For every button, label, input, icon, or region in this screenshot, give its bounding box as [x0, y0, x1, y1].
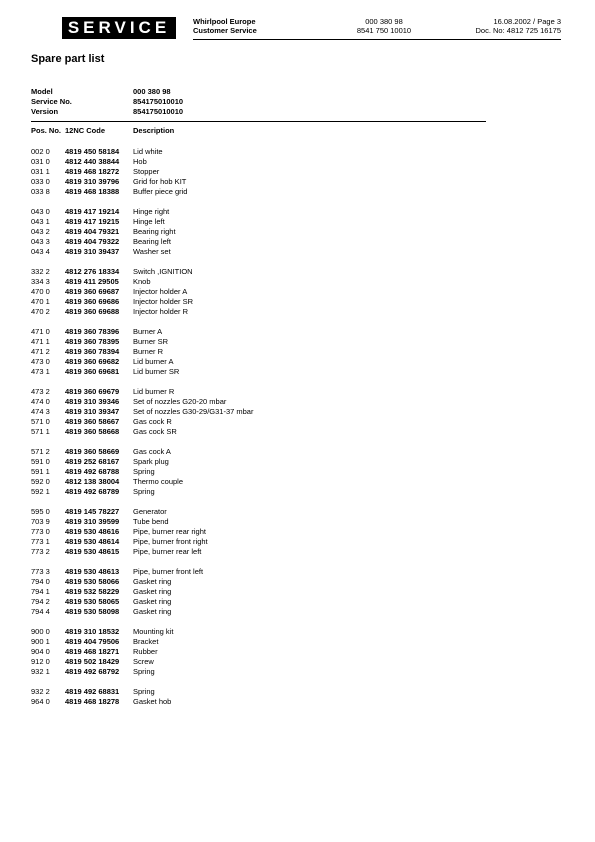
part-pos: 031 0	[31, 157, 50, 166]
table-row	[31, 507, 253, 517]
part-pos: 773 2	[31, 547, 50, 556]
part-code: 4819 492 68792	[65, 667, 120, 676]
part-description: Gasket ring	[133, 597, 172, 606]
table-row	[31, 297, 253, 307]
part-pos: 473 2	[31, 387, 50, 396]
part-description: Tube bend	[133, 517, 169, 526]
part-pos: 592 0	[31, 477, 50, 486]
part-pos: 033 0	[31, 177, 50, 186]
table-row	[31, 627, 253, 637]
part-pos: 470 0	[31, 287, 50, 296]
table-row	[31, 457, 253, 467]
table-top-rule	[31, 121, 486, 122]
part-pos: 900 1	[31, 637, 50, 646]
company-name: Whirlpool Europe	[193, 17, 256, 26]
part-description: Pipe, burner rear left	[133, 547, 202, 556]
part-code: 4819 417 19215	[65, 217, 120, 226]
part-description: Burner R	[133, 347, 164, 356]
part-code: 4819 411 29505	[65, 277, 119, 286]
part-description: Thermo couple	[133, 477, 184, 486]
part-pos: 474 3	[31, 407, 50, 416]
table-row	[31, 567, 253, 577]
part-pos: 591 1	[31, 467, 50, 476]
part-code: 4819 530 48613	[65, 567, 120, 576]
part-code: 4819 252 68167	[65, 457, 120, 466]
part-description: Hinge left	[133, 217, 165, 226]
table-row	[31, 177, 253, 187]
table-row	[31, 207, 253, 217]
part-pos: 794 4	[31, 607, 50, 616]
table-row	[31, 577, 253, 587]
part-pos: 794 0	[31, 577, 50, 586]
part-pos: 595 0	[31, 507, 50, 516]
table-row	[31, 417, 253, 427]
part-pos: 470 2	[31, 307, 50, 316]
table-row	[31, 267, 253, 277]
meta-label: Version	[31, 107, 59, 116]
table-row	[31, 607, 253, 617]
table-row	[31, 697, 253, 707]
part-code: 4819 360 69681	[65, 367, 120, 376]
table-row	[31, 427, 253, 437]
table-row	[31, 147, 253, 157]
part-pos: 043 2	[31, 227, 50, 236]
part-pos: 043 0	[31, 207, 50, 216]
part-description: Injector holder SR	[133, 297, 194, 306]
part-code: 4812 138 38004	[65, 477, 120, 486]
part-pos: 471 1	[31, 337, 50, 346]
meta-value: 854175010010	[133, 97, 184, 106]
part-group	[31, 567, 253, 617]
part-description: Gas cock SR	[133, 427, 177, 436]
part-pos: 471 2	[31, 347, 50, 356]
table-row	[31, 547, 253, 557]
part-description: Rubber	[133, 647, 158, 656]
part-code: 4819 360 69687	[65, 287, 120, 296]
part-description: Gasket hob	[133, 697, 172, 706]
part-pos: 703 9	[31, 517, 50, 526]
part-description: Lid burner A	[133, 357, 174, 366]
part-description: Set of nozzles G30-29/G31-37 mbar	[133, 407, 254, 416]
part-code: 4819 450 58184	[65, 147, 120, 156]
part-pos: 592 1	[31, 487, 50, 496]
part-description: Screw	[133, 657, 154, 666]
part-code: 4819 360 58667	[65, 417, 120, 426]
part-pos: 794 1	[31, 587, 50, 596]
table-row	[31, 467, 253, 477]
part-code: 4819 468 18272	[65, 167, 120, 176]
part-code: 4819 492 68789	[65, 487, 120, 496]
table-row	[31, 157, 253, 167]
part-code: 4819 404 79506	[65, 637, 120, 646]
part-code: 4819 502 18429	[65, 657, 120, 666]
part-code: 4819 530 58065	[65, 597, 120, 606]
meta-row-version	[31, 107, 183, 117]
table-row	[31, 407, 253, 417]
meta-value: 854175010010	[133, 107, 184, 116]
meta-row-model	[31, 87, 183, 97]
header-doc-block	[476, 17, 561, 35]
table-row	[31, 167, 253, 177]
part-description: Bearing right	[133, 227, 176, 236]
part-description: Switch ,IGNITION	[133, 267, 193, 276]
part-pos: 470 1	[31, 297, 50, 306]
part-description: Bearing left	[133, 237, 171, 246]
part-group	[31, 387, 253, 437]
part-description: Hob	[133, 157, 147, 166]
meta-row-service-no	[31, 97, 183, 107]
part-pos: 002 0	[31, 147, 50, 156]
part-description: Burner A	[133, 327, 163, 336]
table-row	[31, 657, 253, 667]
part-description: Burner SR	[133, 337, 169, 346]
part-description: Set of nozzles G20-20 mbar	[133, 397, 227, 406]
part-group	[31, 327, 253, 377]
part-code: 4819 530 48615	[65, 547, 120, 556]
part-description: Washer set	[133, 247, 171, 256]
part-description: Gasket ring	[133, 587, 172, 596]
table-row	[31, 367, 253, 377]
part-group	[31, 207, 253, 257]
part-pos: 043 3	[31, 237, 50, 246]
part-code: 4812 276 18334	[65, 267, 120, 276]
part-description: Gas cock A	[133, 447, 171, 456]
part-description: Injector holder A	[133, 287, 188, 296]
header-numbers-block	[348, 17, 420, 35]
part-code: 4819 360 69682	[65, 357, 120, 366]
part-code: 4819 404 79322	[65, 237, 120, 246]
table-row	[31, 327, 253, 337]
part-description: Pipe, burner front right	[133, 537, 208, 546]
table-row	[31, 227, 253, 237]
part-code: 4819 310 39347	[65, 407, 120, 416]
part-pos: 912 0	[31, 657, 50, 666]
column-header-pos: Pos. No.	[31, 126, 62, 135]
part-description: Generator	[133, 507, 167, 516]
part-description: Spring	[133, 487, 155, 496]
part-code: 4819 310 39346	[65, 397, 120, 406]
table-row	[31, 337, 253, 347]
part-code: 4819 532 58229	[65, 587, 120, 596]
date-page: 16.08.2002 / Page 3	[493, 17, 561, 26]
table-row	[31, 537, 253, 547]
table-row	[31, 687, 253, 697]
part-code: 4819 417 19214	[65, 207, 120, 216]
table-row	[31, 217, 253, 227]
part-code: 4819 360 69686	[65, 297, 120, 306]
meta-value: 000 380 98	[133, 87, 171, 96]
part-code: 4819 310 39796	[65, 177, 120, 186]
meta-label: Service No.	[31, 97, 72, 106]
part-description: Stopper	[133, 167, 160, 176]
table-row	[31, 307, 253, 317]
header-company-block	[193, 17, 257, 35]
page-title: Spare part list	[31, 53, 105, 65]
part-code: 4819 360 69688	[65, 307, 120, 316]
part-description: Spring	[133, 687, 155, 696]
part-pos: 773 3	[31, 567, 50, 576]
part-code: 4819 360 69679	[65, 387, 120, 396]
part-group	[31, 507, 253, 557]
part-pos: 473 1	[31, 367, 50, 376]
part-pos: 334 3	[31, 277, 50, 286]
part-description: Spring	[133, 667, 155, 676]
table-row	[31, 387, 253, 397]
part-description: Knob	[133, 277, 151, 286]
table-row	[31, 287, 253, 297]
service-badge: SERVICE	[62, 17, 176, 39]
part-description: Spring	[133, 467, 155, 476]
part-code: 4819 530 58098	[65, 607, 120, 616]
part-pos: 773 1	[31, 537, 50, 546]
part-description: Lid burner SR	[133, 367, 180, 376]
part-description: Mounting kit	[133, 627, 174, 636]
part-pos: 043 4	[31, 247, 50, 256]
part-group	[31, 447, 253, 497]
part-description: Grid for hob KIT	[133, 177, 187, 186]
table-row	[31, 647, 253, 657]
part-code: 4819 360 58668	[65, 427, 120, 436]
part-description: Injector holder R	[133, 307, 189, 316]
part-pos: 043 1	[31, 217, 50, 226]
header-model-no: 000 380 98	[365, 17, 403, 26]
header-divider	[193, 39, 561, 40]
table-row	[31, 447, 253, 457]
column-header-desc: Description	[133, 126, 175, 135]
table-row	[31, 587, 253, 597]
part-code: 4819 492 68831	[65, 687, 120, 696]
part-pos: 033 8	[31, 187, 50, 196]
part-code: 4819 530 48616	[65, 527, 120, 536]
part-code: 4819 310 39599	[65, 517, 120, 526]
part-code: 4819 492 68788	[65, 467, 120, 476]
doc-number: Doc. No: 4812 725 16175	[475, 26, 561, 35]
part-pos: 904 0	[31, 647, 50, 656]
meta-label: Model	[31, 87, 53, 96]
part-description: Hinge right	[133, 207, 170, 216]
part-description: Gasket ring	[133, 607, 172, 616]
part-pos: 591 0	[31, 457, 50, 466]
part-pos: 571 2	[31, 447, 50, 456]
table-row	[31, 237, 253, 247]
part-code: 4819 310 18532	[65, 627, 120, 636]
table-row	[31, 397, 253, 407]
part-description: Lid burner R	[133, 387, 175, 396]
part-pos: 932 1	[31, 667, 50, 676]
table-row	[31, 187, 253, 197]
part-description: Lid white	[133, 147, 163, 156]
part-code: 4819 360 78394	[65, 347, 120, 356]
column-header-code: 12NC Code	[65, 126, 106, 135]
table-row	[31, 277, 253, 287]
part-description: Pipe, burner front left	[133, 567, 204, 576]
table-row	[31, 517, 253, 527]
part-pos: 031 1	[31, 167, 50, 176]
part-description: Buffer piece grid	[133, 187, 188, 196]
table-row	[31, 667, 253, 677]
part-pos: 964 0	[31, 697, 50, 706]
part-description: Pipe, burner rear right	[133, 527, 206, 536]
table-row	[31, 597, 253, 607]
part-group	[31, 627, 253, 677]
part-pos: 571 1	[31, 427, 50, 436]
part-pos: 932 2	[31, 687, 50, 696]
table-header	[31, 126, 174, 135]
part-pos: 773 0	[31, 527, 50, 536]
part-pos: 473 0	[31, 357, 50, 366]
part-code: 4819 530 58066	[65, 577, 120, 586]
part-code: 4819 468 18388	[65, 187, 120, 196]
part-code: 4819 360 78395	[65, 337, 120, 346]
department-name: Customer Service	[193, 26, 257, 35]
part-pos: 900 0	[31, 627, 50, 636]
part-description: Spark plug	[133, 457, 169, 466]
part-code: 4819 310 39437	[65, 247, 120, 256]
part-description: Gas cock R	[133, 417, 172, 426]
part-group	[31, 687, 253, 707]
part-pos: 474 0	[31, 397, 50, 406]
part-pos: 471 0	[31, 327, 50, 336]
part-code: 4819 360 78396	[65, 327, 120, 336]
part-group	[31, 267, 253, 317]
table-row	[31, 527, 253, 537]
header-service-no: 8541 750 10010	[356, 26, 412, 35]
part-description: Gasket ring	[133, 577, 172, 586]
part-code: 4819 530 48614	[65, 537, 120, 546]
part-code: 4812 440 38844	[65, 157, 120, 166]
table-row	[31, 357, 253, 367]
table-row	[31, 347, 253, 357]
part-pos: 794 2	[31, 597, 50, 606]
part-code: 4819 404 79321	[65, 227, 120, 236]
table-row	[31, 247, 253, 257]
part-pos: 332 2	[31, 267, 50, 276]
part-pos: 571 0	[31, 417, 50, 426]
table-row	[31, 637, 253, 647]
part-code: 4819 360 58669	[65, 447, 120, 456]
table-row	[31, 487, 253, 497]
table-row	[31, 477, 253, 487]
part-code: 4819 468 18271	[65, 647, 120, 656]
parts-list	[31, 147, 253, 717]
part-code: 4819 468 18278	[65, 697, 120, 706]
part-code: 4819 145 78227	[65, 507, 120, 516]
part-description: Bracket	[133, 637, 159, 646]
part-group	[31, 147, 253, 197]
model-info	[31, 87, 183, 117]
